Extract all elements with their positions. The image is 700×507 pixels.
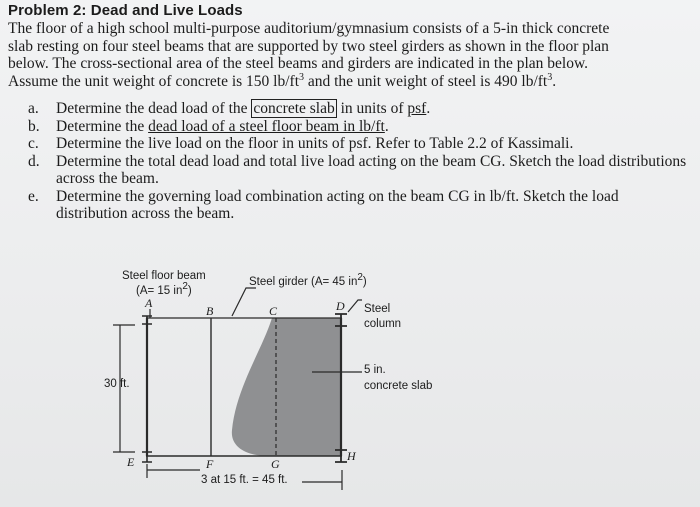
- problem-title: Problem 2: Dead and Live Loads: [8, 2, 243, 19]
- column-E: [142, 452, 152, 462]
- point-D: D: [336, 299, 345, 313]
- label-steel-column-1: Steel: [364, 303, 391, 315]
- label-steel-girder: Steel girder (A= 45 $in^2$): [249, 272, 367, 288]
- label-concrete-slab: concrete slab: [364, 380, 433, 392]
- point-E: E: [127, 455, 135, 469]
- label-steel-column-2: column: [364, 318, 402, 330]
- task-item-e: e. Determine the governing load combination acting on the beam CG in lb/ft. Sketch the load distribution across the beam.: [28, 187, 619, 222]
- underline-annotation: dead load of a steel floor beam in lb/ft: [148, 117, 385, 135]
- point-C: C: [269, 304, 278, 318]
- intro-line-4: Assume the unit weight of concrete is 150 $lb/ft^3$ and the unit weight of steel is 490 $lb/ft^3$.: [8, 71, 557, 90]
- intro-line-3: below. The cross-sectional area of the steel beams and girders are indicated in the plan below.: [8, 55, 589, 72]
- task-item-d: d. Determine the total dead load and total live load acting on the beam CG. Sketch the load distributions across the beam.: [28, 152, 687, 187]
- label-beam-area: (A= 15 $in^2$): [136, 281, 192, 297]
- task-item-c: c. Determine the live load on the floor in units of psf. Refer to Table 2.2 of Kassimali.: [28, 135, 574, 152]
- point-A: A: [145, 296, 153, 310]
- underline-annotation: psf: [407, 100, 427, 117]
- leader-steel-girder: [232, 288, 256, 316]
- label-steel-floor-beam: Steel floor beam: [122, 270, 206, 282]
- label-slab-thickness: 5 in.: [364, 364, 386, 376]
- intro-line-2: slab resting on four steel beams that are supported by two steel girders as shown in the floor plan: [8, 37, 609, 55]
- point-G: G: [271, 457, 280, 471]
- point-B: B: [206, 304, 214, 318]
- point-H: H: [347, 449, 356, 463]
- annotation-box: concrete slab: [253, 100, 335, 117]
- task-item-a: a. Determine the dead load of the concrete slab in units of psf.: [28, 100, 431, 117]
- task-item-b: b. Determine the dead load of a steel floor beam in lb/ft.: [28, 117, 389, 135]
- leader-steel-column: [348, 300, 362, 312]
- intro-line-1: The floor of a high school multi-purpose auditorium/gymnasium consists of a 5-in thick concrete: [8, 20, 610, 37]
- label-span-height: 30 ft.: [104, 378, 130, 390]
- label-span-width: 3 at 15 ft. = 45 ft.: [201, 474, 288, 486]
- point-F: F: [206, 457, 214, 471]
- concrete-slab-shading: [232, 318, 340, 456]
